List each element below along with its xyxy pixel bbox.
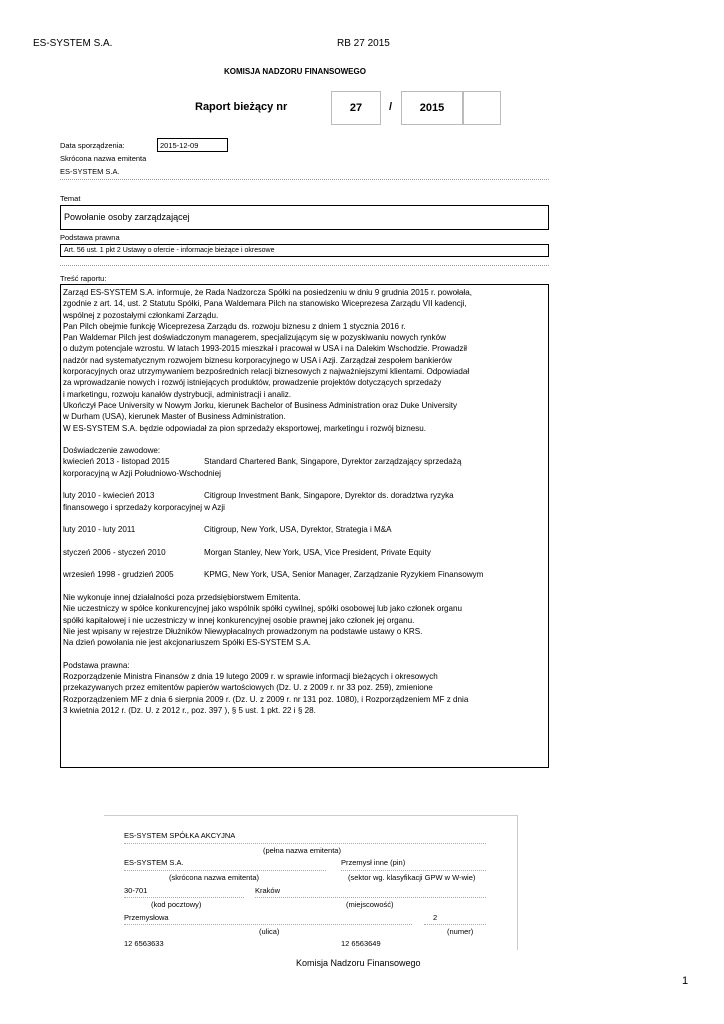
experience-cont: finansowego i sprzedaży korporacyjnej w Azji (63, 502, 225, 512)
report-content (60, 284, 549, 768)
footer-number: 2 (433, 913, 438, 922)
header-report-ref: RB 27 2015 (337, 38, 390, 49)
date-label: Data sporządzenia: (60, 141, 125, 150)
divider (255, 897, 486, 898)
divider (424, 924, 486, 925)
footer-postal-code-caption: (kod pocztowy) (151, 900, 202, 909)
content-line: W ES-SYSTEM S.A. będzie odpowiadał za pion sprzedaży eksportowej, marketingu i rozwój biznesu. (63, 423, 427, 433)
content-line: Na dzień powołania nie jest akcjonariuszem Spółki ES-SYSTEM S.A. (63, 638, 311, 648)
experience-item (63, 569, 546, 580)
experience-item (63, 456, 546, 467)
content-line: Zarząd ES-SYSTEM S.A. informuje, że Rada Nadzorcza Spółki na posiedzeniu w dniu 9 grudnia 2015 r. powołała, (63, 288, 472, 297)
content-line: w Durham (USA), kierunek Master of Business Administration. (63, 412, 286, 422)
header-company: ES-SYSTEM S.A. (33, 38, 113, 49)
footer-short-name-caption: (skrócona nazwa emitenta) (169, 873, 260, 882)
footer-sector: Przemysł inne (pin) (341, 858, 406, 867)
legal-basis-label: Podstawa prawna (60, 233, 120, 242)
report-title-label: Raport bieżący nr (195, 101, 288, 113)
report-empty-cell (463, 91, 501, 125)
content-line: Pan Pilch obejmie funkcję Wiceprezesa Zarządu ds. rozwoju biznesu z dniem 1 stycznia 2016 r. (63, 321, 406, 331)
content-line: nadzór nad systematycznym rozwojem biznesu korporacyjnego w USA i Azji. Zarządzał zespołem bankierów (63, 355, 452, 365)
experience-period: kwiecień 2013 - listopad 2015 (63, 457, 170, 467)
issuer-short-label: Skrócona nazwa emitenta (60, 154, 147, 163)
footer-full-name-caption: (pełna nazwa emitenta) (263, 846, 341, 855)
content-line: Nie wykonuje innej działalności poza przedsiębiorstwem Emitenta. (63, 593, 301, 603)
content-line: spółki kapitałowej i nie uczestniczy w innej konkurencyjnej osobie prawnej jako członek jej organu. (63, 615, 415, 625)
content-line: za wprowadzanie nowych i rozwój istniejących produktów, prowadzenie projektów dotyczących sprzedaży (63, 378, 442, 388)
date-value: 2015-12-09 (157, 138, 228, 152)
report-separator: / (389, 101, 393, 113)
divider (124, 924, 412, 925)
footer-street-caption: (ulica) (259, 927, 280, 936)
experience-item (63, 490, 546, 501)
experience-item (63, 524, 546, 535)
footer-authority: Komisja Nadzoru Finansowego (296, 958, 421, 968)
footer-phone: 12 6563633 (124, 939, 164, 948)
legal-basis-value: Art. 56 ust. 1 pkt 2 Ustawy o ofercie - informacje bieżące i okresowe (60, 244, 549, 257)
content-line: Rozporządzeniem MF z dnia 6 sierpnia 2009 r. (Dz. U. z 2009 r. nr 131 poz. 1080), i Rozporządzeniem MF z dnia (63, 694, 469, 704)
content-line: korporacyjnych oraz utrzymywaniem bezpośrednich relacji biznesowych z najważniejszymi klientami. Odpowiadał (63, 367, 470, 377)
content-line: Doświadczenie zawodowe: (63, 446, 161, 456)
experience-desc: Citigroup, New York, USA, Dyrektor, Strategia i M&A (204, 525, 392, 535)
footer-sector-caption: (sektor wg. klasyfikacji GPW w W-wie) (348, 873, 476, 882)
content-line: 3 kwietnia 2012 r. (Dz. U. z 2012 r., poz. 397 ), § 5 ust. 1 pkt. 22 i § 28. (63, 705, 316, 715)
subject-value: Powołanie osoby zarządzającej (60, 205, 549, 230)
footer-full-name: ES-SYSTEM SPÓŁKA AKCYJNA (124, 831, 236, 840)
content-line: Nie uczestniczy w spółce konkurencyjnej jako wspólnik spółki cywilnej, spółki osobowej lub jako członek organu (63, 604, 463, 614)
content-line: o dużym potencjale wzrostu. W latach 1993-2015 mieszkał i pracował w USA i na Dalekim Wschodzie. Prowadził (63, 344, 467, 354)
content-label: Treść raportu: (60, 274, 107, 283)
content-line: wspólnej z pozostałymi członkami Zarządu. (63, 310, 219, 320)
footer-short-name: ES-SYSTEM S.A. (124, 858, 184, 867)
page-number: 1 (682, 975, 689, 987)
subject-label: Temat (60, 194, 81, 203)
content-line: Ukończył Pace University w Nowym Jorku, kierunek Bachelor of Business Administration oraz Duke University (63, 400, 458, 410)
content-line: zgodnie z art. 14, ust. 2 Statutu Spółki, Pana Waldemara Pilch na stanowisko Wiceprezesa Zarządu VII kadencji, (63, 299, 467, 309)
experience-desc: Morgan Stanley, New York, USA, Vice President, Private Equity (204, 547, 431, 557)
divider (341, 870, 486, 871)
content-line: Nie jest wpisany w rejestrze Dłużników Niewypłacalnych prowadzonym na podstawie ustawy o KRS. (63, 626, 423, 636)
content-line: Rozporządzenie Ministra Finansów z dnia 19 lutego 2009 r. w sprawie informacji bieżących i okresowych (63, 672, 438, 682)
footer-fax: 12 6563649 (341, 939, 381, 948)
footer-city: Kraków (255, 886, 281, 895)
experience-desc: KPMG, New York, USA, Senior Manager, Zarządzanie Ryzykiem Finansowym (204, 570, 484, 580)
divider (124, 843, 486, 844)
experience-period: styczeń 2006 - styczeń 2010 (63, 547, 166, 557)
experience-period: luty 2010 - kwiecień 2013 (63, 491, 155, 501)
experience-desc: Standard Chartered Bank, Singapore, Dyrektor zarządzający sprzedażą (204, 457, 462, 467)
divider (60, 265, 549, 266)
content-line: Podstawa prawna: (63, 660, 130, 670)
footer-city-caption: (miejscowość) (346, 900, 394, 909)
content-line: przekazywanych przez emitentów papierów wartościowych (Dz. U. z 2009 r. nr 33 poz. 259), zmienione (63, 683, 433, 693)
experience-item (63, 547, 546, 558)
experience-period: wrzesień 1998 - grudzień 2005 (63, 570, 174, 580)
header-authority: KOMISJA NADZORU FINANSOWEGO (224, 67, 366, 76)
divider (124, 870, 326, 871)
experience-period: luty 2010 - luty 2011 (63, 525, 136, 535)
report-number: 27 (331, 91, 381, 125)
divider (60, 179, 549, 180)
content-line: Pan Waldemar Pilch jest doświadczonym managerem, specjalizującym się w pozyskiwaniu nowych rynków (63, 333, 446, 343)
footer-street: Przemysłowa (124, 913, 169, 922)
divider (124, 897, 244, 898)
issuer-short-value: ES-SYSTEM S.A. (60, 167, 120, 176)
experience-desc: Citigroup Investment Bank, Singapore, Dyrektor ds. doradztwa ryzyka (204, 491, 454, 501)
report-year: 2015 (401, 91, 463, 125)
experience-cont: korporacyjną w Azji Południowo-Wschodniej (63, 468, 221, 478)
footer-number-caption: (numer) (447, 927, 474, 936)
footer-postal-code: 30-701 (124, 886, 148, 895)
content-line: i marketingu, rozwoju kanałów dystrybucji, administracji i analiz. (63, 389, 292, 399)
